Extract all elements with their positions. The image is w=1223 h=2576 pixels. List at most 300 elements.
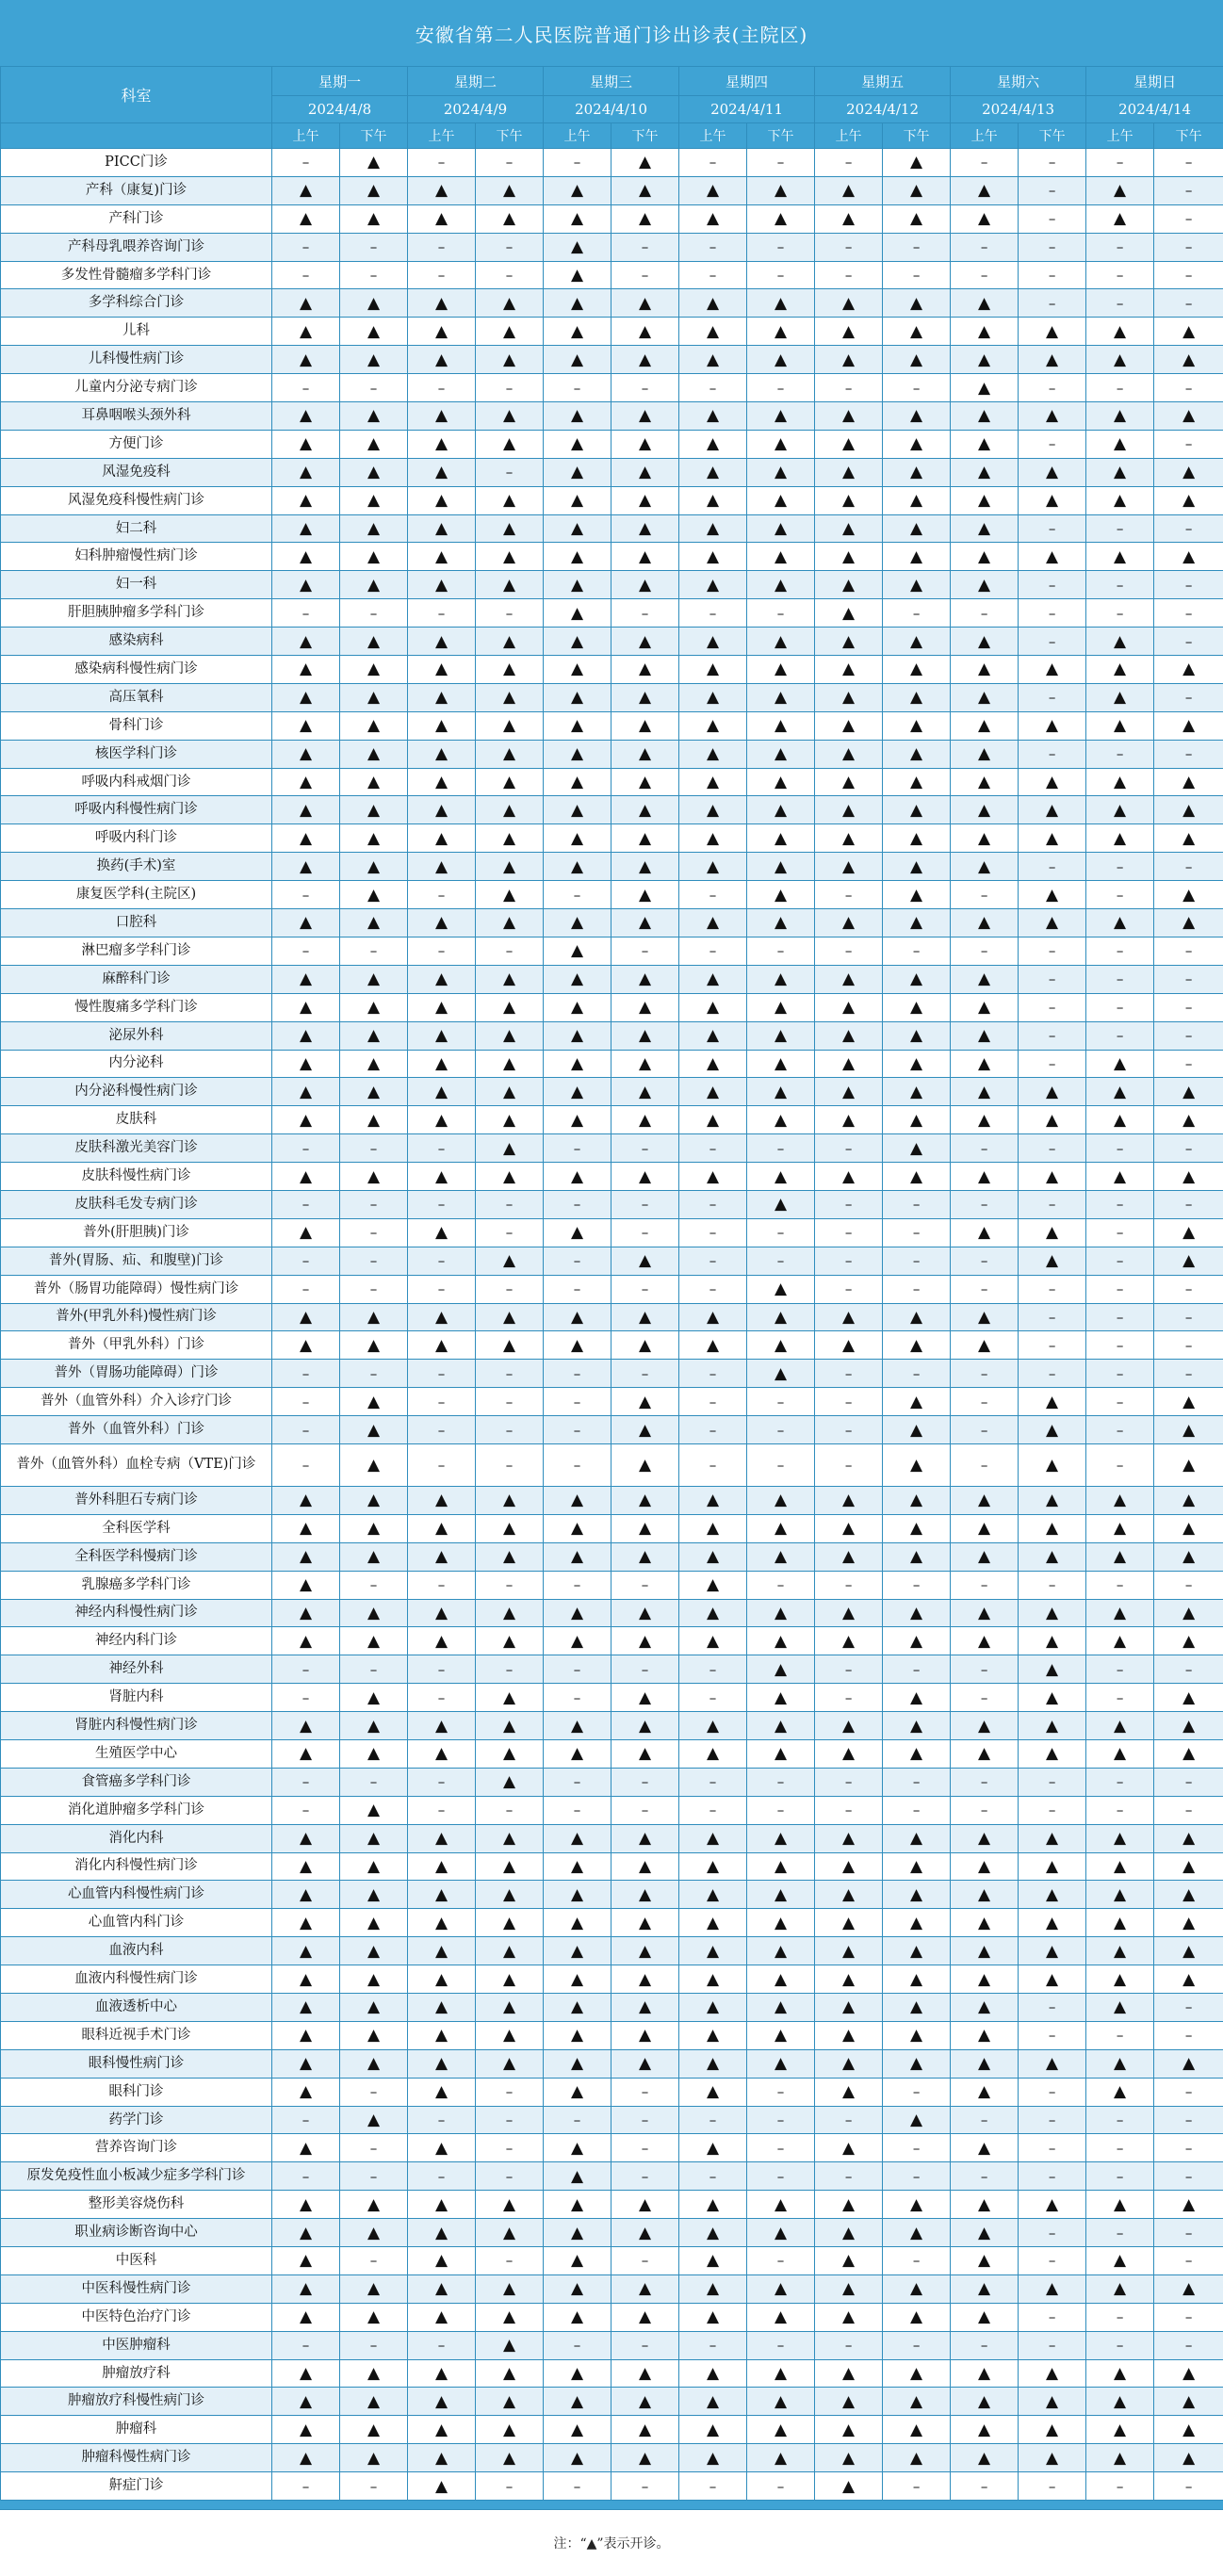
open-mark: ▲	[883, 853, 951, 881]
closed-mark: –	[544, 1571, 612, 1599]
closed-mark: –	[544, 2331, 612, 2359]
open-mark: ▲	[476, 1965, 544, 1994]
closed-mark: –	[1019, 571, 1086, 599]
closed-mark: –	[1086, 1247, 1154, 1275]
open-mark: ▲	[815, 711, 883, 740]
closed-mark: –	[883, 2162, 951, 2191]
open-mark: ▲	[612, 289, 679, 318]
open-mark: ▲	[1086, 1514, 1154, 1542]
open-mark: ▲	[815, 1486, 883, 1514]
table-row	[1, 374, 1223, 402]
dept-name: 普外科胆石专病门诊	[1, 1486, 272, 1514]
open-mark: ▲	[272, 628, 340, 656]
open-mark: ▲	[544, 740, 612, 768]
open-mark: ▲	[544, 402, 612, 431]
table-row	[1, 1994, 1223, 2022]
open-mark: ▲	[883, 1684, 951, 1712]
open-mark: ▲	[476, 486, 544, 514]
open-mark: ▲	[408, 176, 476, 204]
closed-mark: –	[1019, 261, 1086, 289]
open-mark: ▲	[815, 1881, 883, 1909]
dept-name: 肿瘤科慢性病门诊	[1, 2444, 272, 2472]
open-mark: ▲	[612, 768, 679, 796]
open-mark: ▲	[883, 1542, 951, 1571]
closed-mark: –	[679, 1388, 747, 1416]
open-mark: ▲	[612, 176, 679, 204]
open-mark: ▲	[544, 599, 612, 628]
open-mark: ▲	[612, 1739, 679, 1768]
open-mark: ▲	[951, 514, 1019, 543]
open-mark: ▲	[612, 1514, 679, 1542]
open-mark: ▲	[679, 965, 747, 993]
open-mark: ▲	[408, 430, 476, 458]
open-mark: ▲	[679, 1824, 747, 1852]
open-mark: ▲	[747, 1852, 815, 1881]
open-mark: ▲	[612, 318, 679, 346]
table-row	[1, 2274, 1223, 2303]
open-mark: ▲	[883, 2303, 951, 2331]
table-row	[1, 1360, 1223, 1388]
closed-mark: –	[612, 1655, 679, 1684]
table-row	[1, 233, 1223, 261]
open-mark: ▲	[883, 430, 951, 458]
closed-mark: –	[272, 2472, 340, 2501]
open-mark: ▲	[340, 289, 408, 318]
open-mark: ▲	[544, 2191, 612, 2219]
closed-mark: –	[1086, 514, 1154, 543]
open-mark: ▲	[408, 571, 476, 599]
open-mark: ▲	[1086, 204, 1154, 233]
open-mark: ▲	[408, 1824, 476, 1852]
table-row	[1, 2191, 1223, 2219]
open-mark: ▲	[1086, 683, 1154, 711]
open-mark: ▲	[272, 2078, 340, 2106]
closed-mark: –	[1154, 1360, 1223, 1388]
open-mark: ▲	[1019, 824, 1086, 853]
open-mark: ▲	[951, 824, 1019, 853]
open-mark: ▲	[1019, 909, 1086, 937]
open-mark: ▲	[1019, 1627, 1086, 1655]
open-mark: ▲	[272, 486, 340, 514]
open-mark: ▲	[340, 514, 408, 543]
open-mark: ▲	[272, 711, 340, 740]
closed-mark: –	[1086, 1796, 1154, 1824]
open-mark: ▲	[272, 683, 340, 711]
open-mark: ▲	[544, 1824, 612, 1852]
closed-mark: –	[679, 1275, 747, 1303]
closed-mark: –	[1019, 2078, 1086, 2106]
closed-mark: –	[1019, 1331, 1086, 1360]
dept-name: 淋巴瘤多学科门诊	[1, 937, 272, 965]
open-mark: ▲	[476, 881, 544, 909]
closed-mark: –	[612, 1768, 679, 1796]
open-mark: ▲	[544, 2416, 612, 2444]
open-mark: ▲	[747, 1486, 815, 1514]
open-mark: ▲	[883, 289, 951, 318]
closed-mark: –	[1086, 853, 1154, 881]
open-mark: ▲	[951, 1599, 1019, 1627]
closed-mark: –	[1086, 1443, 1154, 1486]
closed-mark: –	[544, 1443, 612, 1486]
open-mark: ▲	[544, 2049, 612, 2078]
open-mark: ▲	[1154, 656, 1223, 684]
open-mark: ▲	[1086, 402, 1154, 431]
open-mark: ▲	[476, 683, 544, 711]
closed-mark: –	[272, 1134, 340, 1163]
dept-name: 神经外科	[1, 1655, 272, 1684]
open-mark: ▲	[679, 1712, 747, 1740]
open-mark: ▲	[476, 1599, 544, 1627]
closed-mark: –	[544, 1416, 612, 1444]
open-mark: ▲	[476, 628, 544, 656]
open-mark: ▲	[476, 2021, 544, 2049]
closed-mark: –	[612, 1571, 679, 1599]
dept-name: 血液内科	[1, 1937, 272, 1965]
open-mark: ▲	[1086, 2049, 1154, 2078]
open-mark: ▲	[272, 796, 340, 824]
closed-mark: –	[272, 1768, 340, 1796]
open-mark: ▲	[476, 909, 544, 937]
open-mark: ▲	[1154, 1852, 1223, 1881]
table-row	[1, 1712, 1223, 1740]
closed-mark: –	[815, 1443, 883, 1486]
open-mark: ▲	[1154, 1684, 1223, 1712]
open-mark: ▲	[408, 1712, 476, 1740]
open-mark: ▲	[612, 1163, 679, 1191]
open-mark: ▲	[544, 2274, 612, 2303]
open-mark: ▲	[476, 514, 544, 543]
afternoon-header: 下午	[747, 123, 815, 149]
closed-mark: –	[1086, 881, 1154, 909]
table-row	[1, 543, 1223, 571]
open-mark: ▲	[340, 2359, 408, 2388]
closed-mark: –	[1154, 599, 1223, 628]
closed-mark: –	[272, 1655, 340, 1684]
open-mark: ▲	[883, 2359, 951, 2388]
open-mark: ▲	[883, 2274, 951, 2303]
table-row	[1, 2416, 1223, 2444]
open-mark: ▲	[1086, 1078, 1154, 1106]
open-mark: ▲	[408, 1739, 476, 1768]
dept-name: 耳鼻咽喉头颈外科	[1, 402, 272, 431]
open-mark: ▲	[951, 289, 1019, 318]
open-mark: ▲	[476, 1881, 544, 1909]
closed-mark: –	[408, 233, 476, 261]
table-row	[1, 402, 1223, 431]
open-mark: ▲	[883, 1824, 951, 1852]
open-mark: ▲	[476, 1909, 544, 1937]
open-mark: ▲	[815, 599, 883, 628]
table-row	[1, 486, 1223, 514]
closed-mark: –	[747, 2472, 815, 2501]
open-mark: ▲	[612, 2388, 679, 2416]
morning-header: 上午	[951, 123, 1019, 149]
date-header: 2024/4/12	[815, 96, 951, 123]
closed-mark: –	[340, 261, 408, 289]
date-header: 2024/4/14	[1086, 96, 1223, 123]
closed-mark: –	[1154, 1190, 1223, 1218]
open-mark: ▲	[476, 176, 544, 204]
open-mark: ▲	[408, 402, 476, 431]
closed-mark: –	[1019, 1360, 1086, 1388]
closed-mark: –	[612, 2247, 679, 2275]
open-mark: ▲	[951, 571, 1019, 599]
closed-mark: –	[815, 2162, 883, 2191]
closed-mark: –	[1086, 1021, 1154, 1050]
closed-mark: –	[340, 1134, 408, 1163]
open-mark: ▲	[883, 2444, 951, 2472]
open-mark: ▲	[544, 1514, 612, 1542]
closed-mark: –	[679, 1443, 747, 1486]
open-mark: ▲	[815, 346, 883, 374]
table-row	[1, 1627, 1223, 1655]
open-mark: ▲	[883, 514, 951, 543]
closed-mark: –	[747, 1247, 815, 1275]
open-mark: ▲	[951, 2049, 1019, 2078]
open-mark: ▲	[272, 1739, 340, 1768]
open-mark: ▲	[476, 430, 544, 458]
open-mark: ▲	[612, 853, 679, 881]
open-mark: ▲	[679, 2134, 747, 2162]
open-mark: ▲	[747, 1739, 815, 1768]
open-mark: ▲	[476, 2303, 544, 2331]
closed-mark: –	[1086, 1416, 1154, 1444]
open-mark: ▲	[1154, 711, 1223, 740]
closed-mark: –	[1019, 2247, 1086, 2275]
dept-name: 产科门诊	[1, 204, 272, 233]
open-mark: ▲	[408, 1909, 476, 1937]
table-row	[1, 2134, 1223, 2162]
dept-name: 鼾症门诊	[1, 2472, 272, 2501]
table-row	[1, 2106, 1223, 2134]
closed-mark: –	[544, 374, 612, 402]
table-row	[1, 2021, 1223, 2049]
closed-mark: –	[815, 261, 883, 289]
open-mark: ▲	[951, 1050, 1019, 1078]
closed-mark: –	[544, 1768, 612, 1796]
dept-name: 口腔科	[1, 909, 272, 937]
open-mark: ▲	[951, 204, 1019, 233]
table-row	[1, 1388, 1223, 1416]
open-mark: ▲	[612, 993, 679, 1021]
open-mark: ▲	[272, 346, 340, 374]
dept-name: 肝胆胰肿瘤多学科门诊	[1, 599, 272, 628]
open-mark: ▲	[544, 1599, 612, 1627]
open-mark: ▲	[612, 683, 679, 711]
open-mark: ▲	[340, 486, 408, 514]
closed-mark: –	[476, 1190, 544, 1218]
dept-name: 普外（血管外科）血栓专病（VTE)门诊	[1, 1443, 272, 1486]
open-mark: ▲	[815, 514, 883, 543]
open-mark: ▲	[272, 1486, 340, 1514]
closed-mark: –	[612, 374, 679, 402]
open-mark: ▲	[272, 2191, 340, 2219]
open-mark: ▲	[1086, 824, 1154, 853]
open-mark: ▲	[340, 1909, 408, 1937]
open-mark: ▲	[612, 965, 679, 993]
open-mark: ▲	[476, 402, 544, 431]
open-mark: ▲	[815, 768, 883, 796]
dept-name: 呼吸内科慢性病门诊	[1, 796, 272, 824]
open-mark: ▲	[544, 1852, 612, 1881]
open-mark: ▲	[679, 1021, 747, 1050]
closed-mark: –	[272, 149, 340, 177]
open-mark: ▲	[883, 711, 951, 740]
date-header: 2024/4/10	[544, 96, 679, 123]
closed-mark: –	[544, 1796, 612, 1824]
closed-mark: –	[408, 1443, 476, 1486]
open-mark: ▲	[679, 1078, 747, 1106]
open-mark: ▲	[340, 1824, 408, 1852]
open-mark: ▲	[476, 204, 544, 233]
table-row	[1, 571, 1223, 599]
open-mark: ▲	[544, 2021, 612, 2049]
open-mark: ▲	[272, 1994, 340, 2022]
open-mark: ▲	[340, 1388, 408, 1416]
open-mark: ▲	[408, 2444, 476, 2472]
open-mark: ▲	[476, 1768, 544, 1796]
closed-mark: –	[272, 2331, 340, 2359]
morning-header: 上午	[408, 123, 476, 149]
closed-mark: –	[951, 1247, 1019, 1275]
closed-mark: –	[272, 2162, 340, 2191]
date-header: 2024/4/9	[408, 96, 544, 123]
open-mark: ▲	[1019, 1739, 1086, 1768]
closed-mark: –	[272, 1684, 340, 1712]
open-mark: ▲	[1019, 1542, 1086, 1571]
dept-name: 呼吸内科门诊	[1, 824, 272, 853]
open-mark: ▲	[1154, 2049, 1223, 2078]
closed-mark: –	[1019, 1050, 1086, 1078]
open-mark: ▲	[544, 1937, 612, 1965]
open-mark: ▲	[272, 1106, 340, 1134]
closed-mark: –	[747, 2078, 815, 2106]
dept-name: 食管癌多学科门诊	[1, 1768, 272, 1796]
closed-mark: –	[1086, 2134, 1154, 2162]
closed-mark: –	[408, 2106, 476, 2134]
open-mark: ▲	[544, 1163, 612, 1191]
open-mark: ▲	[815, 824, 883, 853]
open-mark: ▲	[679, 1599, 747, 1627]
open-mark: ▲	[1154, 2444, 1223, 2472]
page-title: 安徽省第二人民医院普通门诊出诊表(主院区)	[0, 0, 1223, 66]
open-mark: ▲	[476, 853, 544, 881]
closed-mark: –	[1019, 740, 1086, 768]
open-mark: ▲	[408, 683, 476, 711]
closed-mark: –	[1019, 853, 1086, 881]
dept-name: 妇一科	[1, 571, 272, 599]
closed-mark: –	[340, 1768, 408, 1796]
open-mark: ▲	[747, 1360, 815, 1388]
open-mark: ▲	[408, 993, 476, 1021]
open-mark: ▲	[340, 1937, 408, 1965]
closed-mark: –	[544, 1275, 612, 1303]
closed-mark: –	[1154, 1994, 1223, 2022]
open-mark: ▲	[883, 1937, 951, 1965]
open-mark: ▲	[408, 1303, 476, 1331]
closed-mark: –	[1154, 2162, 1223, 2191]
open-mark: ▲	[1086, 430, 1154, 458]
dept-name: 泌尿外科	[1, 1021, 272, 1050]
closed-mark: –	[951, 1416, 1019, 1444]
open-mark: ▲	[679, 740, 747, 768]
open-mark: ▲	[815, 2049, 883, 2078]
closed-mark: –	[1086, 2472, 1154, 2501]
dept-name: 营养咨询门诊	[1, 2134, 272, 2162]
dept-name: 高压氧科	[1, 683, 272, 711]
table-row	[1, 2219, 1223, 2247]
open-mark: ▲	[544, 346, 612, 374]
open-mark: ▲	[1154, 1443, 1223, 1486]
closed-mark: –	[1086, 1655, 1154, 1684]
open-mark: ▲	[544, 2247, 612, 2275]
open-mark: ▲	[476, 2191, 544, 2219]
open-mark: ▲	[815, 853, 883, 881]
closed-mark: –	[1154, 2331, 1223, 2359]
closed-mark: –	[544, 149, 612, 177]
table-row	[1, 1050, 1223, 1078]
open-mark: ▲	[1086, 1881, 1154, 1909]
closed-mark: –	[340, 937, 408, 965]
open-mark: ▲	[1086, 458, 1154, 486]
closed-mark: –	[815, 1416, 883, 1444]
open-mark: ▲	[340, 796, 408, 824]
open-mark: ▲	[679, 430, 747, 458]
closed-mark: –	[679, 1684, 747, 1712]
closed-mark: –	[951, 1571, 1019, 1599]
open-mark: ▲	[1086, 543, 1154, 571]
open-mark: ▲	[747, 318, 815, 346]
open-mark: ▲	[815, 1824, 883, 1852]
closed-mark: –	[1019, 628, 1086, 656]
open-mark: ▲	[747, 2219, 815, 2247]
open-mark: ▲	[408, 1106, 476, 1134]
closed-mark: –	[883, 2331, 951, 2359]
closed-mark: –	[1019, 2303, 1086, 2331]
open-mark: ▲	[612, 2219, 679, 2247]
closed-mark: –	[612, 233, 679, 261]
open-mark: ▲	[476, 711, 544, 740]
dept-name: 全科医学科慢病门诊	[1, 1542, 272, 1571]
open-mark: ▲	[408, 1078, 476, 1106]
open-mark: ▲	[408, 768, 476, 796]
open-mark: ▲	[544, 514, 612, 543]
dept-name: 产科（康复)门诊	[1, 176, 272, 204]
dept-name: 普外（肠胃功能障碍）慢性病门诊	[1, 1275, 272, 1303]
closed-mark: –	[1019, 993, 1086, 1021]
open-mark: ▲	[1154, 2274, 1223, 2303]
open-mark: ▲	[408, 458, 476, 486]
closed-mark: –	[1019, 937, 1086, 965]
open-mark: ▲	[612, 1106, 679, 1134]
open-mark: ▲	[815, 1050, 883, 1078]
open-mark: ▲	[1154, 1542, 1223, 1571]
closed-mark: –	[1154, 2078, 1223, 2106]
open-mark: ▲	[1154, 881, 1223, 909]
closed-mark: –	[544, 1360, 612, 1388]
table-row	[1, 683, 1223, 711]
open-mark: ▲	[747, 1303, 815, 1331]
open-mark: ▲	[612, 1486, 679, 1514]
open-mark: ▲	[612, 486, 679, 514]
open-mark: ▲	[951, 965, 1019, 993]
closed-mark: –	[815, 1247, 883, 1275]
closed-mark: –	[612, 599, 679, 628]
afternoon-header: 下午	[612, 123, 679, 149]
open-mark: ▲	[544, 2303, 612, 2331]
closed-mark: –	[272, 261, 340, 289]
open-mark: ▲	[679, 514, 747, 543]
